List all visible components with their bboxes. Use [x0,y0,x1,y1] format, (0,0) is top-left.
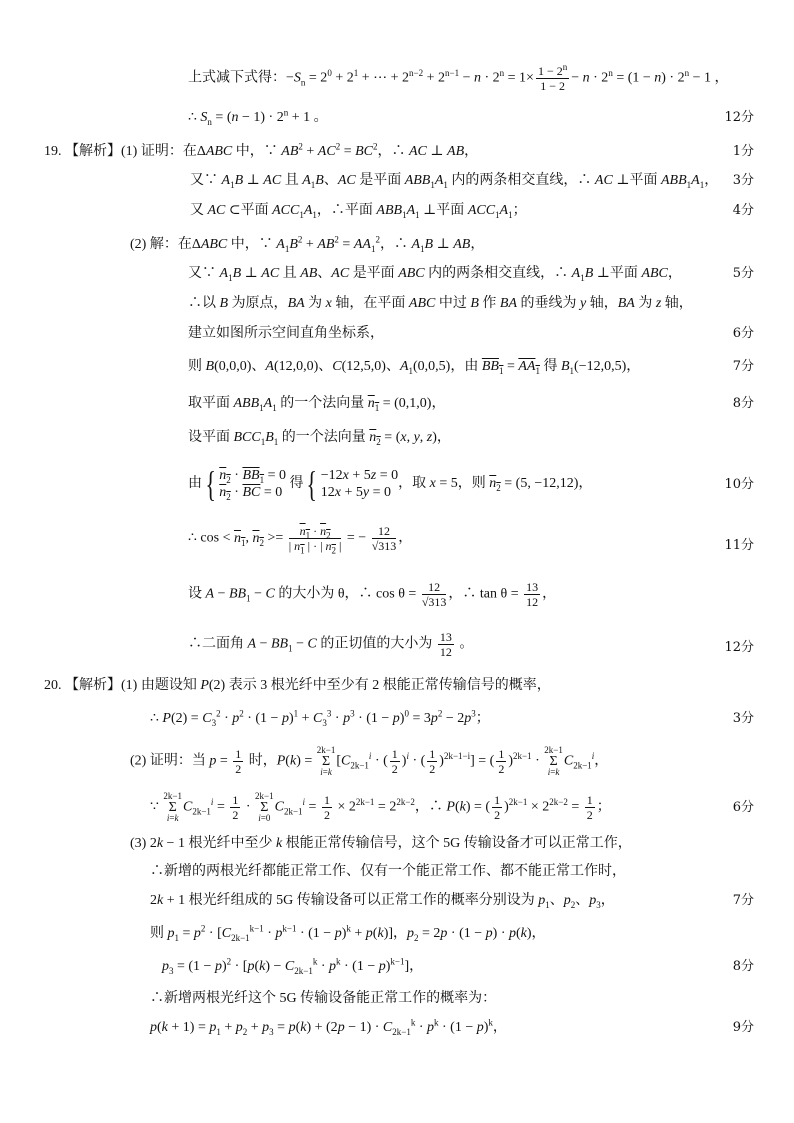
p3: $p_3 = (1 - p)^2 \cdot [p(k) - C_{2k-1}^k \cdot p^k \cdot (1 - p)^{k-1}]$， [162,956,424,976]
line-27 [0,1017,794,1050]
dihedral-result: ∴二面角 $A - BB_1 - C$ 的正切值的大小为 $\frac{13}{12}$ 。 [188,630,474,659]
line-26 [0,991,794,1021]
line-17 [0,678,794,708]
problem-19-part1: 19. 【解析】(1) 证明：在ΔABC 中，∵ $AB^2 + AC^2 = BC^2$，∴ AC ⊥ AB， [44,141,479,159]
line-21 [0,836,794,866]
line-6 [0,234,794,267]
score-mark: 12分 [724,110,754,125]
problem-20-part1: 20. 【解析】(1) 由题设知 P(2) 表示 3 根光纤中至少有 2 根能正常传输信号的概率， [44,678,551,693]
line-7 [0,266,794,296]
text-line: 则 B(0,0,0)、A(12,0,0)、C(12,5,0)、$A_1(0,0,5)$，由 $BB_1 = AA_1$ 得 $B_1(-12,0,5)$， [188,359,641,376]
line-16 [0,628,794,664]
line-10 [0,359,794,389]
score-mark: 8分 [732,959,754,974]
sum-identity: ∵ 2k−1 Σ $i=kC_{2k-1}^i$ = $\frac{1}{2}$ · 2k−1 Σ $i=0C_{2k-1}^i$ = $\frac{1}{2}$ × $2^{2k-1} = 2^{2k-2}$，∴ P(k) = ( $\frac{1}{2}$ )$^{2k-1} \times 2^{2k-2}$ = $\frac{1}{2}$ ； [150,791,611,823]
proof-pk: (2) 证明：当 p = $\frac{1}{2}$ 时，P(k) = 2k−1 Σ $i=k[C_{2k-1}^i$ · ( $\frac{1}{2}$ )$^i$ · ( $\frac{1}{2}$ )$^{2k-1-i}$] = ( $\frac{1}{2}$ )$^{2k-1}$ · 2k−1 Σ $i=kC_{2k-1}^i$， [130,745,609,777]
score-mark: 10分 [724,477,754,492]
text-line: ∴新增两根光纤这个 5G 传输设备能正常工作的概率为： [150,991,497,1006]
line-24 [0,923,794,956]
text-line: 又∵ $A_1B$ ⊥ AC 且 AB、AC 是平面 ABC 内的两条相交直线，∴ $A_1B$ ⊥平面 ABC， [188,266,682,283]
text-line: 又 AC ⊂平面 $ACC_1A_1$，∴平面 $ABB_1A_1$ ⊥平面 $ACC_1A_1$； [190,203,527,220]
text-line: ∴以 B 为原点，BA 为 x 轴，在平面 ABC 中过 B 作 BA 的垂线为 y 轴，BA 为 z 轴， [188,296,693,311]
text-line: 又∵ $A_1B$ ⊥ AC 且 $A_1B$、AC 是平面 $ABB_1A_1$ 内的两条相交直线，∴ AC ⊥平面 $ABB_1A_1$， [190,173,719,190]
line-1 [0,58,794,93]
angle-equation: 设 $A - BB_1 - C$ 的大小为 θ，∴ cos θ = $\frac{12}{√313}$ ，∴ tan θ = $\frac{13}{12}$ ， [188,580,557,609]
text-line: 2k + 1 根光纤组成的 5G 传输设备可以正常工作的概率分别设为 $p_1$、$p_2$、$p_3$， [150,893,615,910]
score-mark: 11分 [724,538,754,553]
text-line: 取平面 $ABB_1A_1$ 的一个法向量 $n_1 = (0,1,0)$， [188,396,446,413]
score-mark: 3分 [732,173,754,188]
line-14 [0,522,794,562]
score-mark: 3分 [732,711,754,726]
score-mark: 8分 [732,396,754,411]
probability-p2: ∴ $P(2) = C_3^2 \cdot p^2 \cdot (1 - p)^1 + C_3^3 \cdot p^3 \cdot (1 - p)^0 = 3p^2 - 2p^3$； [150,708,490,728]
score-mark: 5分 [732,266,754,281]
text-line: (2) 解：在ΔABC 中，∵ $A_1B^2 + AB^2 = AA_1^2$，∴ $A_1B$ ⊥ AB， [130,234,485,254]
line-20 [0,788,794,824]
score-mark: 7分 [732,359,754,374]
score-mark: 6分 [732,326,754,341]
line-5 [0,203,794,233]
line-3 [0,141,794,174]
text-line: 设平面 $BCC_1B_1$ 的一个法向量 $n_2 = (x$, y, z)， [188,430,451,447]
line-2 [0,107,794,140]
line-8 [0,296,794,326]
score-mark: 4分 [732,203,754,218]
line-13 [0,462,794,508]
line-12 [0,430,794,460]
line-18 [0,708,794,741]
score-mark: 12分 [724,640,754,655]
line-9 [0,326,794,356]
pk-plus-1: $p(k + 1) = p_1 + p_2 + p_3 = p(k) + (2p - 1) \cdot C_{2k-1}^k \cdot p^k \cdot (1 - p)^k$， [150,1017,507,1037]
line-11 [0,396,794,426]
line-19 [0,740,794,776]
score-mark: 7分 [732,893,754,908]
equation-sn: ∴ $S_n = (n - 1) \cdot 2^n + 1$ 。 [188,107,328,127]
line-15 [0,578,794,618]
text-line: ∴新增的两根光纤都能正常工作、仅有一个能正常工作、都不能正常工作时， [150,864,626,879]
score-mark: 6分 [732,800,754,815]
line-25 [0,956,794,989]
line-4 [0,173,794,203]
text-line: 建立如图所示空间直角坐标系， [188,326,384,341]
text-line: (3) 2k − 1 根光纤中至少 k 根能正常传输信号，这个 5G 传输设备才可以正常工作， [130,836,632,851]
cosine-equation: ∴ $\cos < n_1$, $n_2$ >= $\frac{n_1 \cdot n_2}{| n_1 | \cdot | n_2 |}$ = − $\frac{12}{√313}$ ， [188,524,413,556]
line-23 [0,893,794,923]
system-of-equations: 由{ $n_2 \cdot BB_1 = 0$ $n_2 \cdot \overline{BC} = 0$ 得{ −12x + 5z = 0 12x + 5y = 0，取 x = 5，则 $n_2 = (5$, −12,12)， [188,464,593,504]
line-22 [0,864,794,894]
p1-p2: 则 $p_1 = p^2 \cdot [C_{2k-1}^{k-1} \cdot p^{k-1} \cdot (1 - p)^k + p(k)]$，$p_2 = 2p \cdot (1 - p) \cdot p(k)$， [150,923,546,943]
equation-subtract: 上式减下式得：$-S_n = 2^0 + 2^1$ + ⋯ + $2^{n-2} + 2^{n-1} - n \cdot 2^n = 1\times$ $\frac{1 - 2^n}{1 - 2}$ − $n \cdot 2^n = (1 - n) \cdot 2^n - 1$ ， [188,62,729,93]
score-mark: 9分 [732,1020,754,1035]
score-mark: 1分 [732,144,754,159]
